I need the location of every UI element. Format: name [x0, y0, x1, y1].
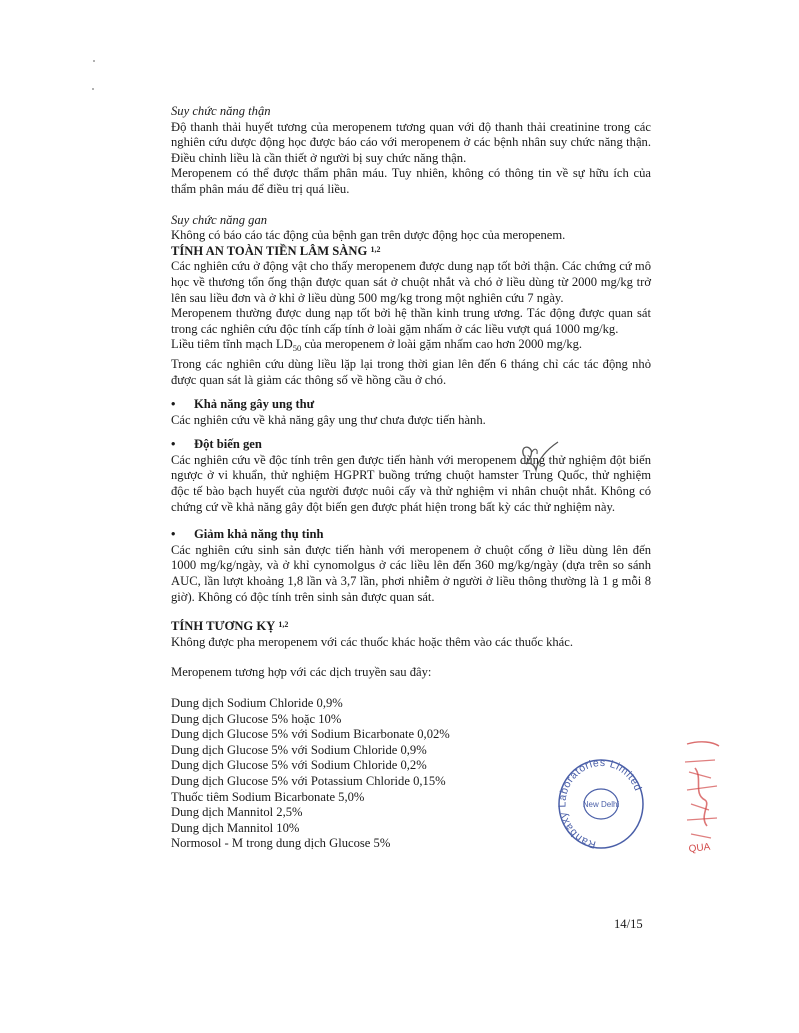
incompatibility-heading: TÍNH TƯƠNG KỴ $^{1,2}$ — [171, 619, 289, 634]
preclinical-paragraph-1: Các nghiên cứu ở động vật cho thấy meropenem được dung nạp tốt bởi thận. Các chứng cứ mô học về thương tổn ống thận được quan sát ở chuột nhắt và chó ở liều dùng từ 2000 mg/kg trở lên sau liều đơn và ở khỉ ở liều dùng 500 mg/kg trong một nghiên cứu 7 ngày. — [171, 259, 651, 305]
solution-item: Dung dịch Glucose 5% với Potassium Chloride 0,15% — [171, 773, 446, 788]
hepatic-impairment-title: Suy chức năng gan — [171, 212, 268, 227]
solution-item: Dung dịch Glucose 5% với Sodium Chloride 0,2% — [171, 758, 427, 773]
renal-paragraph-1: Độ thanh thải huyết tương của meropenem tương quan với độ thanh thải creatinine trong các nghiên cứu dược động học được báo cáo với meropenem ở các bệnh nhân suy chức năng thận. Điều chỉnh liều là cần thiết ở người bị suy chức năng thận. — [171, 119, 651, 165]
incompatibility-paragraph-1: Không được pha meropenem với các thuốc khác hoặc thêm vào các thuốc khác. — [171, 634, 573, 649]
solution-item: Dung dịch Sodium Chloride 0,9% — [171, 696, 343, 710]
solution-item: Thuốc tiêm Sodium Bicarbonate 5,0% — [171, 789, 365, 804]
incompatibility-paragraph-2: Meropenem tương hợp với các dịch truyền sau đây: — [171, 665, 432, 680]
company-stamp — [556, 758, 646, 854]
handwritten-signature — [518, 440, 568, 476]
preclinical-paragraph-2: Meropenem thường được dung nạp tốt bởi hệ thần kinh trung ương. Tác động được quan sát trong các nghiên cứu độc tính cấp tính ở loài gặm nhấm ở các liều vượt quá 1000 mg/kg. — [171, 306, 651, 336]
preclinical-paragraph-ld50: Liều tiêm tĩnh mạch $LD_{50}$ của meropenem ở loài gặm nhấm cao hơn 2000 mg/kg. — [171, 337, 583, 354]
solution-item: Dung dịch Mannitol 2,5% — [171, 805, 303, 820]
edge-stamp — [681, 738, 721, 868]
page-content — [171, 104, 651, 852]
carcinogenicity-paragraph: Các nghiên cứu về khả năng gây ung thư chưa được tiến hành. — [171, 412, 486, 427]
renal-impairment-title: Suy chức năng thận — [171, 104, 271, 118]
stamp-outer-text: Ranbaxy Laboratories Limited — [556, 758, 645, 851]
solution-item: Dung dịch Glucose 5% với Sodium Chloride 0,9% — [171, 742, 427, 757]
renal-paragraph-2: Meropenem có thể được thẩm phân máu. Tuy nhiên, không có thông tin về sự hữu ích của thẩm phân máu để điều trị quá liều. — [171, 166, 651, 196]
mutagenicity-paragraph: Các nghiên cứu về độc tính trên gen được tiến hành với meropenem dùng thử nghiệm đột biến ngược ở vi khuẩn, thử nghiệm HGPRT buồng trứng chuột hamster Trung Quốc, thử nghiệm độc tế bào bạch huyết của người được nuôi cấy và thử nghiệm vi nhân chuột nhắt. Không có chứng cứ về khả năng gây đột biến gen được phát hiện trong bất kỳ các thử nghiệm này. — [171, 452, 651, 514]
solution-item: Dung dịch Glucose 5% với Sodium Bicarbonate 0,02% — [171, 727, 450, 742]
edge-stamp-text: QUA — [688, 841, 711, 855]
incompatibility-reference: 1,2 — [278, 620, 289, 630]
carcinogenicity-title: • Khả năng gây ung thư — [171, 397, 315, 412]
preclinical-reference: 1,2 — [370, 244, 381, 254]
mutagenicity-title: • Đột biến gen — [171, 437, 262, 452]
preclinical-paragraph-4: Trong các nghiên cứu dùng liều lặp lại trong thời gian lên đến 6 tháng chỉ các tác động nhỏ được quan sát là giảm các thông số về hồng cầu ở chó. — [171, 356, 651, 387]
preclinical-safety-heading: TÍNH AN TOÀN TIỀN LÂM SÀNG $^{1,2}$ — [171, 243, 381, 258]
stamp-inner-text: New Delhi — [582, 800, 620, 809]
solution-item: Normosol - M trong dung dịch Glucose 5% — [171, 836, 391, 851]
fertility-paragraph: Các nghiên cứu sinh sản được tiến hành với meropenem ở chuột cống ở liều dùng lên đến 1000 mg/kg/ngày, và ở khỉ cynomolgus ở các liều lên đến 360 mg/kg/ngày (dựa trên so sánh AUC, lần lượt khoảng 1,8 lần và 3,7 lần, phơi nhiễm ở người ở liều thông thường là 1 g mỗi 8 giờ). Không có độc tính trên sinh sản được quan sát. — [171, 542, 651, 604]
solution-item: Dung dịch Glucose 5% hoặc 10% — [171, 711, 342, 726]
hepatic-paragraph: Không có báo cáo tác động của bệnh gan trên dược động học của meropenem. — [171, 228, 566, 243]
fertility-title: • Giảm khả năng thụ tinh — [171, 527, 324, 542]
solution-item: Dung dịch Mannitol 10% — [171, 820, 300, 835]
page-number: 14/15 — [614, 917, 643, 931]
